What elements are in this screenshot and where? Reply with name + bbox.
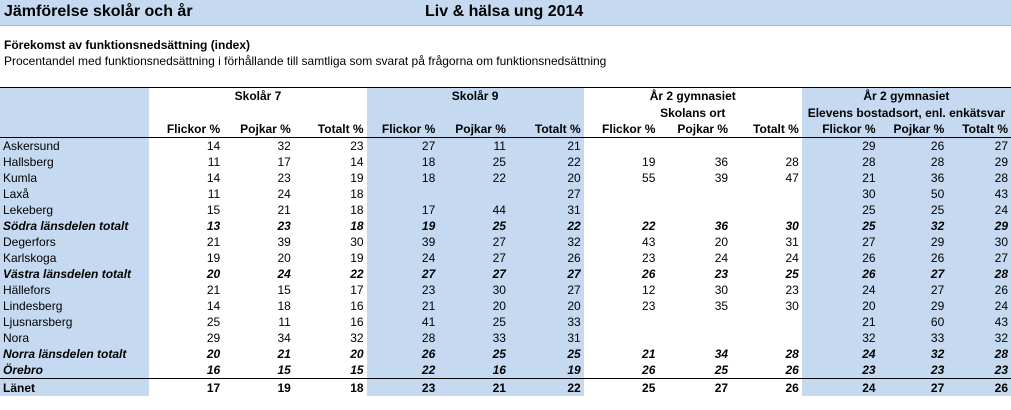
value-cell: 18 <box>367 154 439 170</box>
value-cell <box>731 138 802 155</box>
value-cell: 23 <box>350 139 364 153</box>
value-cell: 30 <box>947 234 1011 250</box>
value-cell: 24 <box>802 282 879 298</box>
table-row <box>0 346 1011 362</box>
row-label: Nora <box>0 330 149 346</box>
column-header: Pojkar % <box>223 121 294 138</box>
column-header: Pojkar % <box>879 121 948 138</box>
table-row <box>0 138 1011 155</box>
value-cell: 23 <box>947 362 1011 379</box>
value-cell: 20 <box>277 251 291 265</box>
value-cell: 35 <box>714 299 729 313</box>
value-cell: 19 <box>367 218 439 234</box>
value-cell: 21 <box>509 138 584 155</box>
value-cell: 27 <box>947 250 1011 266</box>
value-cell: 20 <box>509 170 584 186</box>
value-cell: 29 <box>879 234 948 250</box>
value-cell: 15 <box>277 283 291 297</box>
value-cell: 11 <box>278 315 291 329</box>
value-cell: 28 <box>947 170 1011 186</box>
value-cell: 25 <box>879 202 948 218</box>
value-cell: 15 <box>277 363 291 377</box>
value-cell: 11 <box>207 187 221 201</box>
value-cell: 19 <box>350 251 364 265</box>
value-cell: 22 <box>509 218 584 234</box>
value-cell: 27 <box>879 379 948 397</box>
value-cell: 14 <box>206 139 221 153</box>
value-cell: 27 <box>367 266 439 282</box>
value-cell: 22 <box>350 267 364 281</box>
comparison-table <box>0 87 1011 396</box>
value-cell: 20 <box>438 298 509 314</box>
value-cell: 22 <box>642 219 656 233</box>
value-cell: 17 <box>149 379 223 397</box>
value-cell: 16 <box>206 363 221 377</box>
value-cell: 32 <box>879 346 948 362</box>
value-cell: 25 <box>509 346 584 362</box>
value-cell: 50 <box>879 186 948 202</box>
value-cell: 22 <box>509 379 584 397</box>
value-cell: 16 <box>350 315 364 329</box>
value-cell: 27 <box>438 234 509 250</box>
value-cell: 25 <box>802 202 879 218</box>
value-cell: 18 <box>350 203 364 217</box>
value-cell: 27 <box>879 266 948 282</box>
value-cell: 24 <box>785 251 799 265</box>
value-cell: 16 <box>438 362 509 379</box>
total-row <box>0 379 1011 397</box>
value-cell: 43 <box>947 186 1011 202</box>
value-cell <box>438 186 509 202</box>
table-row <box>0 266 1011 282</box>
value-cell: 27 <box>802 234 879 250</box>
value-cell: 31 <box>785 235 799 249</box>
group-subheader-skolans-ort: Skolans ort <box>660 105 726 120</box>
row-label: Norra länsdelen totalt <box>0 346 149 362</box>
value-cell: 19 <box>509 362 584 379</box>
value-cell: 17 <box>367 202 439 218</box>
value-cell <box>658 314 731 330</box>
table-row <box>0 250 1011 266</box>
value-cell: 24 <box>367 250 439 266</box>
value-cell <box>731 314 802 330</box>
value-cell: 26 <box>802 266 879 282</box>
value-cell: 29 <box>879 298 948 314</box>
value-cell: 25 <box>785 267 799 281</box>
group-header-skolar-9: Skolår 9 <box>367 88 584 105</box>
corner-cell <box>0 104 149 121</box>
row-label: Hallsberg <box>0 154 149 170</box>
value-cell: 15 <box>350 363 364 377</box>
column-header: Flickor % <box>367 121 439 138</box>
value-cell: 25 <box>714 363 729 377</box>
column-header: Totalt % <box>731 121 802 138</box>
value-cell: 20 <box>350 347 364 361</box>
group-header-gymn-skolans-ort: År 2 gymnasiet <box>584 88 802 105</box>
value-cell: 25 <box>438 346 509 362</box>
value-cell: 23 <box>879 362 948 379</box>
value-cell: 28 <box>947 266 1011 282</box>
row-label: Lindesberg <box>0 298 149 314</box>
column-header: Pojkar % <box>438 121 509 138</box>
corner-cell <box>0 121 149 138</box>
table-row <box>0 202 1011 218</box>
value-cell: 23 <box>802 362 879 379</box>
column-header: Pojkar % <box>658 121 731 138</box>
value-cell: 14 <box>206 299 221 313</box>
value-cell <box>658 186 731 202</box>
value-cell: 27 <box>438 266 509 282</box>
value-cell: 26 <box>879 138 948 155</box>
table-row <box>0 282 1011 298</box>
value-cell: 26 <box>802 250 879 266</box>
value-cell: 20 <box>206 267 221 281</box>
value-cell: 18 <box>350 219 364 233</box>
value-cell: 28 <box>802 154 879 170</box>
value-cell: 32 <box>947 330 1011 346</box>
value-cell: 36 <box>879 170 948 186</box>
row-label: Kumla <box>0 170 149 186</box>
value-cell <box>731 330 802 346</box>
value-cell <box>584 314 659 330</box>
value-cell <box>658 138 731 155</box>
value-cell: 24 <box>802 379 879 397</box>
value-cell: 32 <box>350 331 364 345</box>
value-cell: 21 <box>802 170 879 186</box>
column-header: Totalt % <box>509 121 584 138</box>
value-cell: 25 <box>438 314 509 330</box>
value-cell: 47 <box>785 171 799 185</box>
value-cell: 30 <box>785 299 799 313</box>
group-header-skolar-7: Skolår 7 <box>149 88 366 105</box>
value-cell: 39 <box>367 234 439 250</box>
value-cell: 26 <box>367 346 439 362</box>
table-row <box>0 154 1011 170</box>
value-cell: 33 <box>879 330 948 346</box>
value-cell: 12 <box>642 283 656 297</box>
value-cell: 25 <box>584 379 659 397</box>
value-cell: 18 <box>294 379 367 397</box>
value-cell <box>584 138 659 155</box>
value-cell: 14 <box>350 155 364 169</box>
value-cell: 23 <box>642 299 656 313</box>
row-label: Askersund <box>0 138 149 155</box>
value-cell: 44 <box>438 202 509 218</box>
value-cell: 32 <box>802 330 879 346</box>
title-bar <box>0 0 1011 26</box>
value-cell: 24 <box>947 298 1011 314</box>
table-row <box>0 314 1011 330</box>
value-cell <box>731 202 802 218</box>
value-cell: 28 <box>879 154 948 170</box>
value-cell: 27 <box>658 379 731 397</box>
value-cell: 17 <box>277 155 291 169</box>
value-cell: 23 <box>277 219 291 233</box>
value-cell: 34 <box>277 331 291 345</box>
value-cell: 36 <box>714 219 729 233</box>
value-cell: 27 <box>947 138 1011 155</box>
value-cell: 31 <box>509 202 584 218</box>
value-cell: 39 <box>277 235 291 249</box>
value-cell: 13 <box>206 219 221 233</box>
value-cell: 27 <box>367 138 439 155</box>
value-cell: 23 <box>277 171 291 185</box>
row-label: Degerfors <box>0 234 149 250</box>
table-row <box>0 330 1011 346</box>
value-cell: 18 <box>350 187 364 201</box>
row-label: Länet <box>0 379 149 397</box>
value-cell: 23 <box>714 267 729 281</box>
value-cell: 32 <box>277 139 291 153</box>
row-label: Örebro <box>0 362 149 379</box>
value-cell: 21 <box>277 347 291 361</box>
row-label: Ljusnarsberg <box>0 314 149 330</box>
value-cell: 20 <box>206 347 221 361</box>
value-cell: 11 <box>207 155 221 169</box>
column-header: Flickor % <box>149 121 223 138</box>
column-header: Flickor % <box>802 121 879 138</box>
value-cell: 29 <box>206 331 221 345</box>
value-cell: 22 <box>367 362 439 379</box>
value-cell <box>367 186 439 202</box>
report-title: Jämförelse skolår och år <box>4 3 193 20</box>
row-label: Lekeberg <box>0 202 149 218</box>
value-cell: 26 <box>731 379 802 397</box>
value-cell: 26 <box>947 379 1011 397</box>
column-header: Flickor % <box>584 121 659 138</box>
row-label: Västra länsdelen totalt <box>0 266 149 282</box>
corner-cell <box>0 88 149 105</box>
value-cell: 11 <box>438 138 509 155</box>
value-cell: 28 <box>785 347 799 361</box>
value-cell: 28 <box>785 155 799 169</box>
column-header-row <box>0 121 1011 138</box>
value-cell: 36 <box>714 155 729 169</box>
value-cell: 24 <box>277 267 291 281</box>
value-cell <box>731 186 802 202</box>
value-cell: 34 <box>714 347 729 361</box>
value-cell: 21 <box>206 235 221 249</box>
value-cell: 23 <box>785 283 799 297</box>
value-cell: 32 <box>879 218 948 234</box>
value-cell <box>658 202 731 218</box>
table-row <box>0 362 1011 379</box>
value-cell: 28 <box>947 346 1011 362</box>
value-cell: 19 <box>350 171 364 185</box>
index-description: Procentandel med funktionsnedsättning i förhållande till samtliga som svarat på frågorna om funktionsnedsättning <box>4 54 607 68</box>
value-cell: 20 <box>509 298 584 314</box>
value-cell: 20 <box>714 235 729 249</box>
value-cell: 28 <box>367 330 439 346</box>
value-cell: 24 <box>947 202 1011 218</box>
value-cell: 32 <box>509 234 584 250</box>
value-cell: 22 <box>509 154 584 170</box>
value-cell <box>658 330 731 346</box>
value-cell: 27 <box>438 250 509 266</box>
value-cell: 19 <box>223 379 294 397</box>
value-cell: 21 <box>802 314 879 330</box>
value-cell: 26 <box>509 250 584 266</box>
value-cell: 55 <box>642 171 656 185</box>
row-label: Södra länsdelen totalt <box>0 218 149 234</box>
value-cell: 30 <box>714 283 729 297</box>
value-cell: 17 <box>350 283 364 297</box>
row-label: Laxå <box>0 186 149 202</box>
row-label: Karlskoga <box>0 250 149 266</box>
value-cell: 25 <box>206 315 221 329</box>
value-cell: 26 <box>879 250 948 266</box>
value-cell: 24 <box>714 251 729 265</box>
value-cell: 30 <box>438 282 509 298</box>
value-cell: 23 <box>642 251 656 265</box>
group-subheader-row <box>0 104 1011 121</box>
value-cell: 30 <box>802 186 879 202</box>
value-cell: 25 <box>802 218 879 234</box>
value-cell <box>584 330 659 346</box>
group-header-gymn-bostadsort: År 2 gymnasiet <box>802 88 1011 105</box>
value-cell: 21 <box>438 379 509 397</box>
value-cell: 14 <box>206 171 221 185</box>
survey-title: Liv & hälsa ung 2014 <box>425 3 584 20</box>
value-cell: 43 <box>947 314 1011 330</box>
value-cell: 23 <box>367 282 439 298</box>
group-subheader-bostadsort: Elevens bostadsort, enl. enkätsvar <box>802 104 1011 121</box>
value-cell: 20 <box>802 298 879 314</box>
value-cell: 43 <box>642 235 656 249</box>
value-cell: 22 <box>438 170 509 186</box>
value-cell: 27 <box>879 282 948 298</box>
value-cell: 29 <box>802 138 879 155</box>
value-cell: 30 <box>350 235 364 249</box>
value-cell: 21 <box>277 203 291 217</box>
column-header: Totalt % <box>947 121 1011 138</box>
value-cell: 25 <box>438 154 509 170</box>
row-label: Hällefors <box>0 282 149 298</box>
value-cell: 30 <box>785 219 799 233</box>
value-cell: 41 <box>367 314 439 330</box>
value-cell: 29 <box>947 154 1011 170</box>
value-cell: 24 <box>277 187 291 201</box>
value-cell: 26 <box>947 282 1011 298</box>
value-cell: 19 <box>642 155 656 169</box>
value-cell: 33 <box>438 330 509 346</box>
value-cell: 25 <box>438 218 509 234</box>
value-cell: 21 <box>206 283 221 297</box>
table-row <box>0 298 1011 314</box>
value-cell: 26 <box>642 267 656 281</box>
value-cell: 18 <box>277 299 291 313</box>
value-cell: 60 <box>879 314 948 330</box>
value-cell: 29 <box>947 218 1011 234</box>
value-cell <box>584 186 659 202</box>
group-subheader-skolar-9 <box>367 104 584 121</box>
value-cell: 16 <box>350 299 364 313</box>
table-row <box>0 186 1011 202</box>
index-title: Förekomst av funktionsnedsättning (index) <box>4 38 251 52</box>
table-row <box>0 218 1011 234</box>
value-cell: 23 <box>367 379 439 397</box>
value-cell: 31 <box>509 330 584 346</box>
value-cell <box>584 202 659 218</box>
value-cell: 21 <box>367 298 439 314</box>
value-cell: 21 <box>642 347 656 361</box>
value-cell: 33 <box>509 314 584 330</box>
value-cell: 26 <box>785 363 799 377</box>
value-cell: 27 <box>509 282 584 298</box>
value-cell: 27 <box>509 266 584 282</box>
column-header: Totalt % <box>294 121 367 138</box>
value-cell: 27 <box>509 186 584 202</box>
table-row <box>0 170 1011 186</box>
value-cell: 39 <box>714 171 729 185</box>
value-cell: 24 <box>802 346 879 362</box>
value-cell: 26 <box>642 363 656 377</box>
group-header-row <box>0 88 1011 105</box>
table-row <box>0 234 1011 250</box>
group-subheader-skolar-7 <box>149 104 366 121</box>
value-cell: 15 <box>206 203 221 217</box>
value-cell: 18 <box>367 170 439 186</box>
value-cell: 19 <box>206 251 221 265</box>
